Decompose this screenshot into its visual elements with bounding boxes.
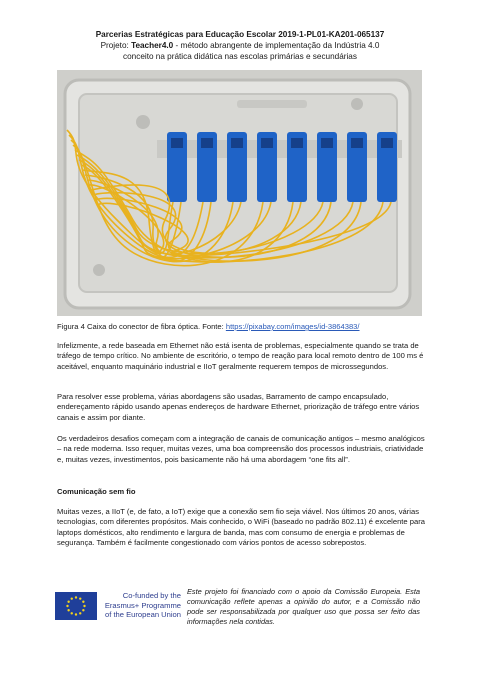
eu-star-icon (71, 612, 73, 614)
eu-star-icon (75, 613, 77, 615)
project-prefix: Projeto: (100, 41, 132, 50)
section-heading-wireless: Comunicação sem fio (57, 487, 136, 496)
adapter-port (291, 138, 303, 148)
document-title: Parcerias Estratégicas para Educação Escolar 2019-1-PL01-KA201-065137 (95, 30, 385, 39)
eu-star-icon (79, 612, 81, 614)
caption-source-link[interactable]: https://pixabay.com/images/id-3864383/ (225, 322, 360, 331)
adapter-port (381, 138, 393, 148)
eu-flag-icon (55, 592, 97, 620)
project-line (0, 40, 480, 51)
eu-star-icon (66, 605, 68, 607)
eu-star-icon (82, 601, 84, 603)
erasmus-cofunded-label: Co-funded by the Erasmus+ Programme of the European Union (104, 591, 181, 620)
eu-disclaimer: Este projeto foi financiado com o apoio da Comissão Europeia. Esta comunicação reflete apenas a opinião do autor, e a Comissão não pode ser responsabilizada por qualquer uso que possa ser feito das informações nela contidas. (187, 587, 420, 626)
adapter-port (261, 138, 273, 148)
caption-text: Figura 4 Caixa do conector de fibra óptica. Fonte: (57, 322, 226, 331)
eu-star-icon (71, 597, 73, 599)
fiber-connector-box-photo (57, 70, 422, 316)
adapter-port (351, 138, 363, 148)
fiber-box-illustration (57, 70, 422, 316)
paragraph-wireless: Muitas vezes, a IIoT (e, de fato, a IoT) exige que a conexão sem fio seja viável. Nos últimos 20 anos, várias tecnologias, com diferentes propósitos. Mais conhecido, o WiFi (baseado no padrão 802.11) é excelente para laptops domésticos, alto rendimento e largura de banda, mas com consumo de energia e problemas de segurança. Também é facilmente congestionado com vários pontos de acesso sobrepostos. (57, 507, 425, 548)
project-subtitle: conceito na prática didática nas escolas primárias e secundárias (123, 52, 357, 61)
eu-star-icon (67, 609, 69, 611)
eu-star-icon (67, 601, 69, 603)
project-name: Teacher4.0 (131, 41, 174, 50)
eu-star-icon (75, 596, 77, 598)
eu-star-icon (82, 609, 84, 611)
adapter-port (321, 138, 333, 148)
eu-star-icon (79, 597, 81, 599)
paragraph-challenges: Os verdadeiros desafios começam com a integração de canais de comunicação antigos – mesmo analógicos – na rede moderna. Isso requer, muitas vezes, uma boa compreensão dos processos industriais, criatividade e, muitas vezes, investimentos, pois basicamente não há uma abordagem “one fits all”. (57, 434, 425, 464)
eu-star-icon (83, 605, 85, 607)
adapter-port (231, 138, 243, 148)
adapter-port (171, 138, 183, 148)
paragraph-ethernet-problems: Infelizmente, a rede baseada em Ethernet não está isenta de problemas, especialmente quando se trata de tráfego de tempo crítico. No ambiente de escritório, o tempo de reação para local remoto dentro de 100 ms é aceitável, enquanto maquinário industrial e IIoT geralmente requerem tempos de microssegundos. (57, 341, 424, 371)
figure-caption (57, 322, 437, 332)
project-description: - método abrangente de implementação da Indústria 4.0 (173, 41, 380, 50)
adapter-port (201, 138, 213, 148)
paragraph-approaches: Para resolver esse problema, várias abordagens são usadas, Barramento de campo encapsulado, endereçamento rápido usando apenas endereços de hardware Ethernet, priorização de tráfego entre vários canais e assim por diante. (57, 392, 420, 422)
